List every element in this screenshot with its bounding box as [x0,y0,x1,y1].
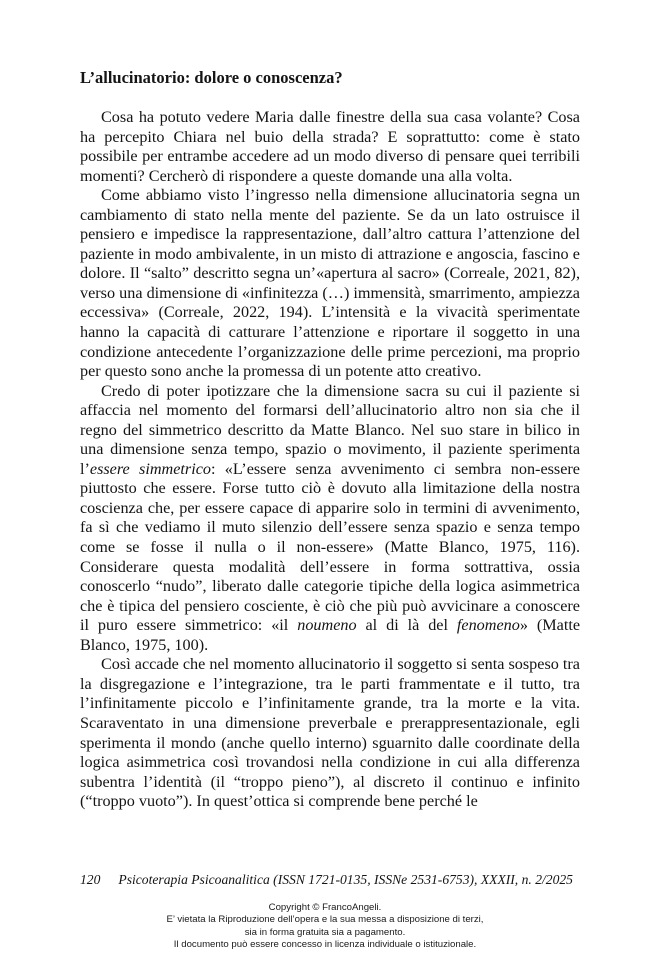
copyright-notice [0,902,650,952]
paragraph-3 [80,382,580,656]
copyright-line: sia in forma gratuita sia a pagamento. [244,926,406,938]
section-heading: L’allucinatorio: dolore o conoscenza? [80,68,343,87]
paragraph-1: Cosa ha potuto vedere Maria dalle finestre della sua casa volante? Cosa ha percepito Chiara nel buio della strada? E soprattutto: come è stato possibile per entrambe accedere ad un modo diverso di pensare quei terribili momenti? Cercherò di rispondere a queste domande una alla volta. [80,108,580,185]
page-number: 120 [80,872,101,887]
term-noumeno: noumeno [297,616,357,635]
page-footer [80,872,580,888]
copyright-line: Il documento può essere concesso in licenza individuale o istituzionale. [173,939,477,951]
body-text [80,108,580,812]
term-fenomeno: fenomeno [456,616,520,635]
paragraph-2: Come abbiamo visto l’ingresso nella dimensione allucinatoria segna un cambiamento di stato nella mente del paziente. Se da un lato ostruisce il pensiero e impedisce la rappresentazione, dall’altro cattura l’attenzione del paziente in modo ambivalente, in un misto di attrazione e angoscia, fascino e dolore. Il “salto” descritto segna un’«apertura al sacro» (Correale, 2021, 82), verso una dimensione di «infinitezza (…) immensità, smarrimento, ampiezza eccessiva» (Correale, 2022, 194). L’intensità e la vivacità sperimentate hanno la capacità di catturare l’attenzione e riportare il soggetto in una condizione antecedente l’organizzazione delle prime percezioni, ma proprio per questo sono anche la promessa di un potente atto creativo. [80,186,580,381]
paragraph-3-text-b: : «L’essere senza avvenimento ci sembra non-essere piuttosto che essere. Forse tutto ciò è dovuto alla limitazione della nostra coscienza che, per essere capace di apparire solo in termini di avvenimento, fa sì che vediamo il muto silenzio dell’essere senza spazio e senza tempo come se fosse il nulla o il non-essere» (Matte Blanco, 1975, 116). Considerare questa modalità dell’essere in forma sottrattiva, ossia conoscerlo “nudo”, liberato dalle categorie tipiche della logica asimmetrica che è tipica del pensiero cosciente, è ciò che più può avvicinare a conoscere il puro essere simmetrico: «il [80,459,580,635]
paragraph-3-text-a: Credo di poter ipotizzare che la dimensione sacra su cui il paziente si affaccia nel momento del formarsi dell’allucinatorio altro non sia che il regno del simmetrico descritto da Matte Blanco. Nel suo stare in bilico in una dimensione senza tempo, spazio o movimento, il paziente sperimenta l’ [80,381,580,478]
copyright-line: E’ vietata la Riproduzione dell’opera e la sua messa a disposizione di terzi, [166,914,484,926]
copyright-line: Copyright © FrancoAngeli. [268,902,382,913]
journal-citation: Psicoterapia Psicoanalitica (ISSN 1721-0135, ISSNe 2531-6753), XXXII, n. 2/2025 [118,872,573,887]
paragraph-4: Così accade che nel momento allucinatorio il soggetto si senta sospeso tra la disgregazione e l’integrazione, tra le parti frammentate e il tutto, tra l’infinitamente piccolo e l’infinitamente grande, tra la morte e la vita. Scaraventato in una dimensione preverbale e prerappresentazionale, egli sperimenta il mondo (anche quello interno) sguarnito dalle coordinate della logica asimmetrica così trovandosi nella condizione in cui alla differenza subentra l’identità (il “troppo pieno”), al discreto il continuo e infinito (“troppo vuoto”). In quest’ottica si comprende bene perché le [80,655,580,811]
paragraph-3-text-c: al di là del [356,616,457,635]
term-essere-simmetrico: essere simmetrico [89,459,211,478]
paragraph-3-text-d: » (Matte Blanco, 1975, 100). [80,616,581,654]
